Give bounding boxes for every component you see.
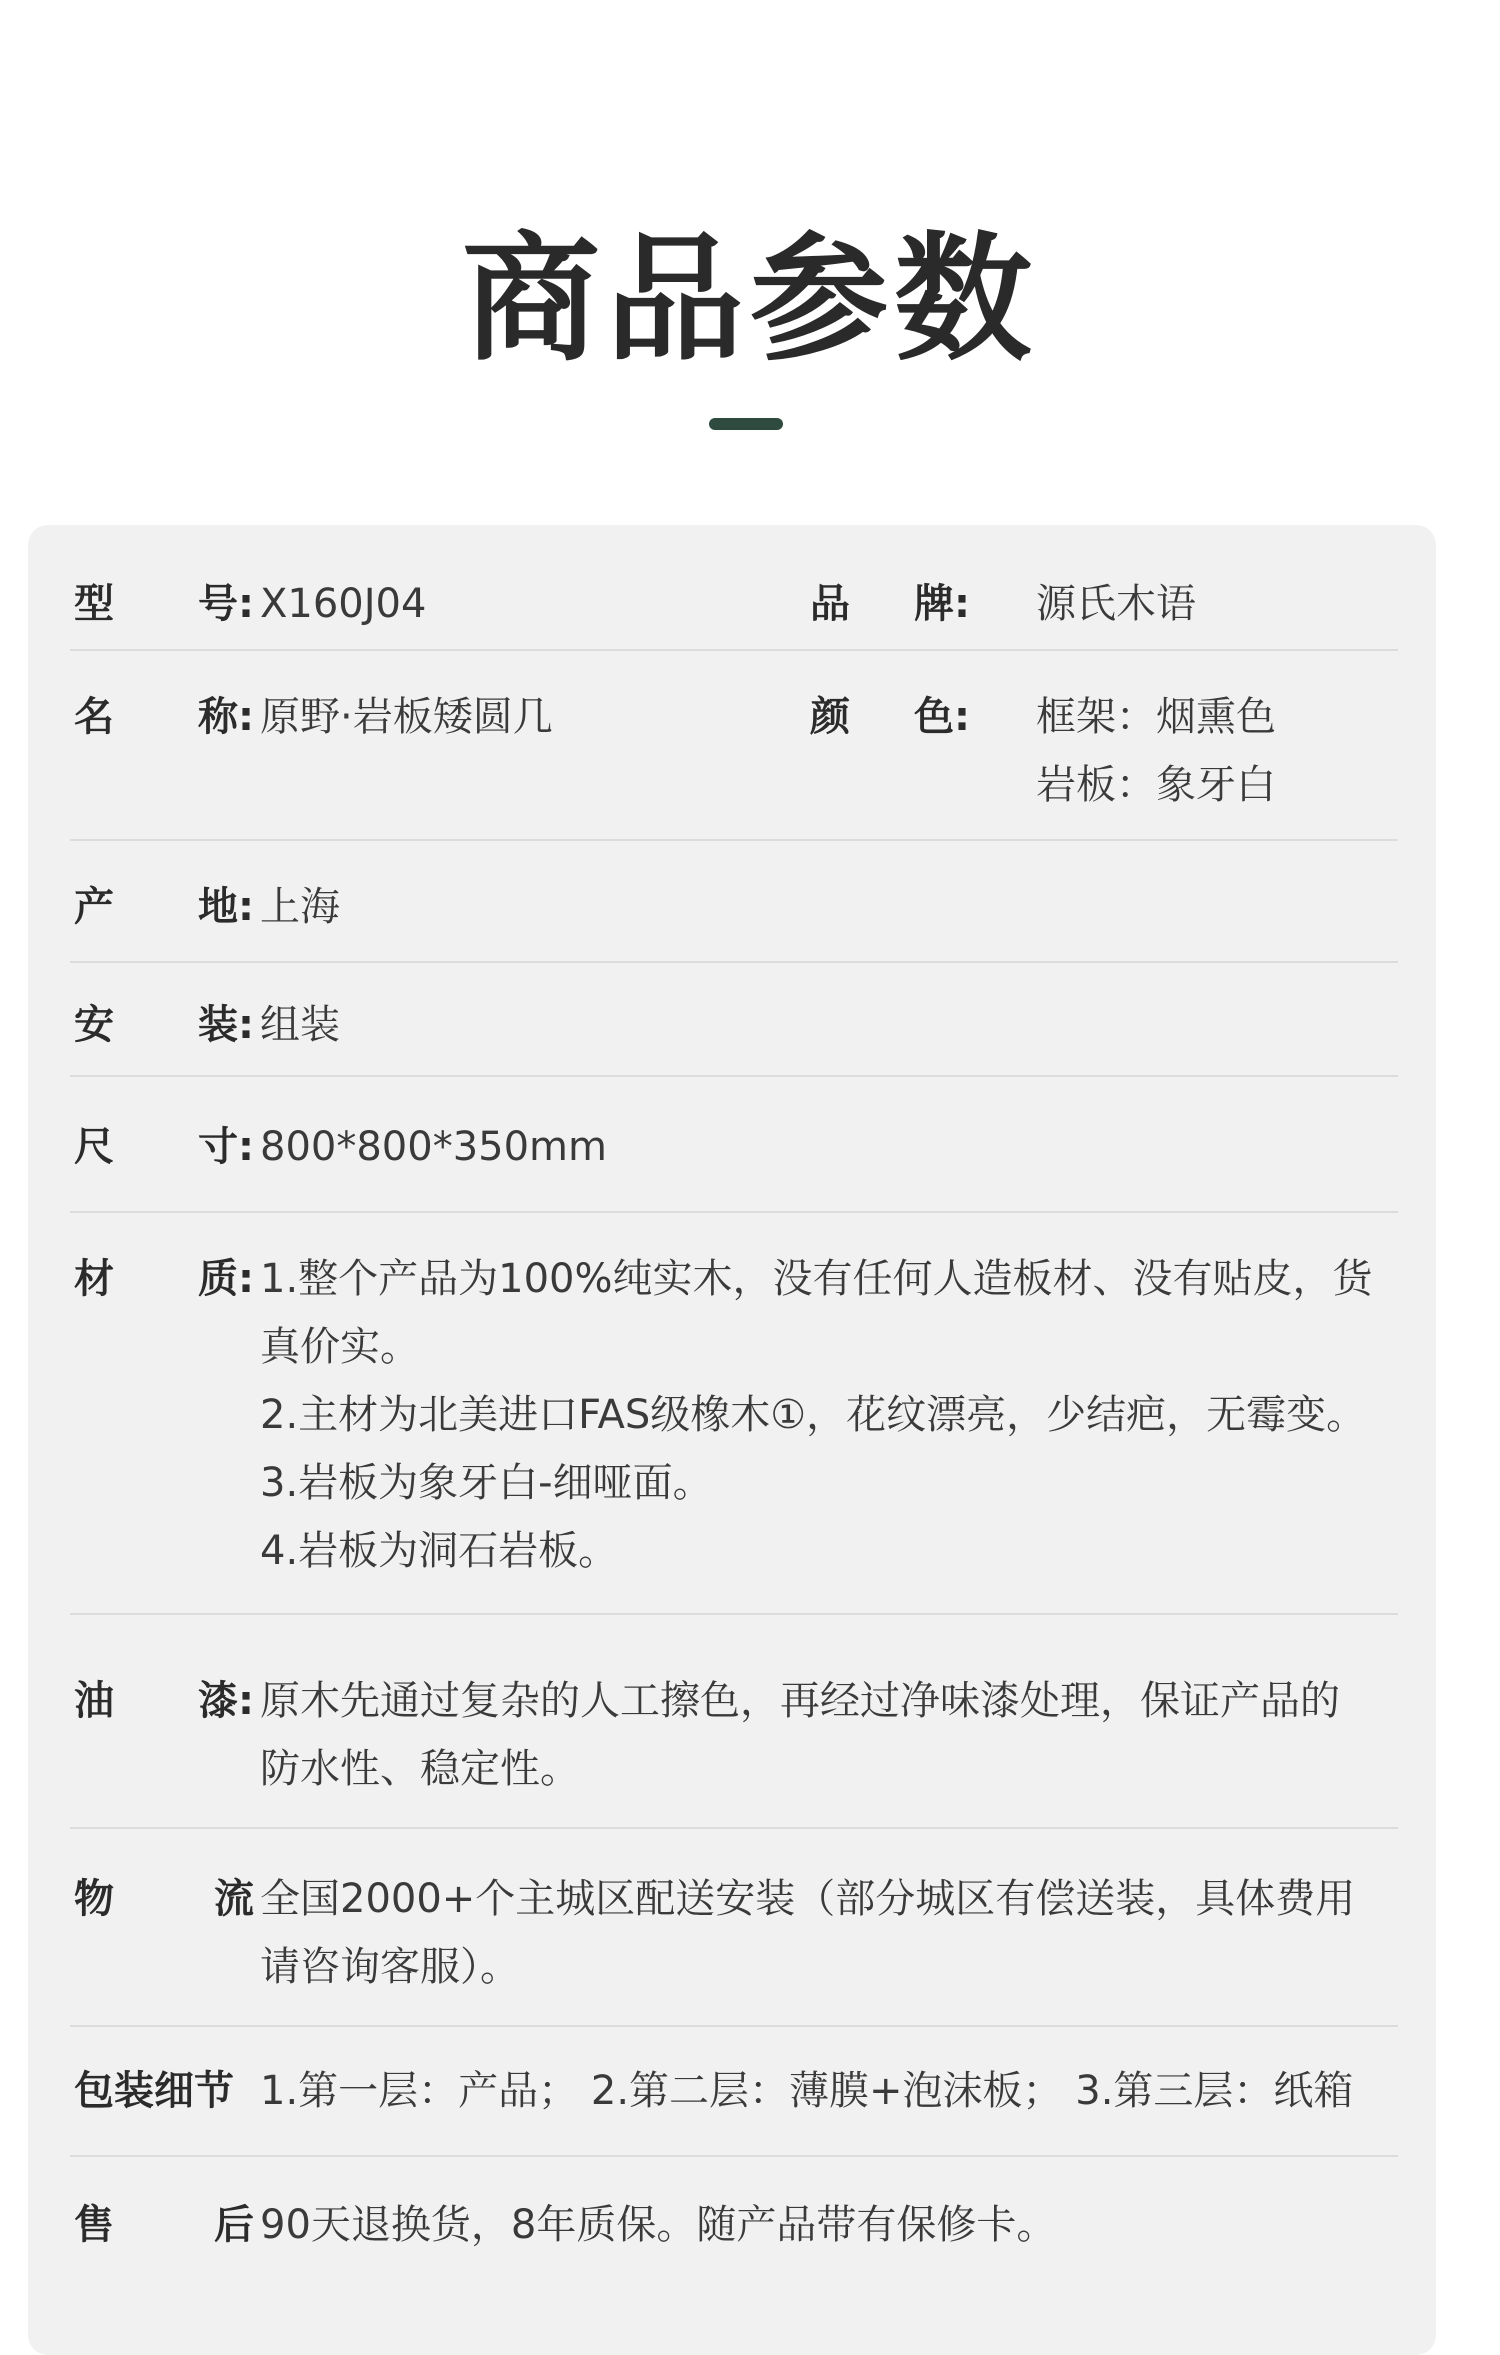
param-color: [734, 683, 1398, 839]
title-underline: [709, 418, 783, 430]
row-name-color: [70, 651, 1398, 841]
label-package: 包装细节: [74, 2068, 234, 2114]
row-origin: [70, 841, 1398, 963]
row-aftersale: [70, 2157, 1398, 2277]
label-aftersale: 售 后: [74, 2202, 254, 2248]
value-paint: 原木先通过复杂的人工擦色，再经过净味漆处理，保证产品的 防水性、稳定性。: [260, 1678, 1340, 1792]
label-name: 名 称:: [74, 694, 254, 740]
row-paint: [70, 1615, 1398, 1829]
value-logistics: 全国2000+个主城区配送安装（部分城区有偿送装，具体费用 请咨询客服）。: [260, 1876, 1356, 1990]
page-title: 商品参数: [461, 219, 1038, 380]
value-origin: 上海: [260, 884, 340, 930]
label-color: 颜 色:: [810, 694, 970, 740]
row-install: [70, 963, 1398, 1077]
label-material: 材 质:: [74, 1256, 254, 1302]
value-name: 原野·岩板矮圆几: [260, 694, 553, 740]
label-origin: 产 地:: [74, 884, 254, 930]
value-size: 800*800*350mm: [260, 1124, 607, 1170]
row-logistics: [70, 1829, 1398, 2027]
row-size: [70, 1077, 1398, 1213]
value-install: 组装: [260, 1002, 340, 1048]
label-install: 安 装:: [74, 1002, 254, 1048]
param-model: [70, 570, 734, 649]
params-list: [70, 560, 1398, 2277]
label-model: 型 号:: [74, 581, 254, 627]
value-brand: 源氏木语: [1036, 581, 1196, 627]
row-model-brand: [70, 560, 1398, 651]
param-name: [70, 683, 734, 839]
value-color: 框架：烟熏色 岩板：象牙白: [1036, 694, 1276, 808]
value-package: 1.第一层：产品； 2.第二层：薄膜+泡沫板； 3.第三层：纸箱: [260, 2068, 1354, 2114]
params-card: [28, 525, 1436, 2355]
row-material: [70, 1213, 1398, 1615]
param-brand: [734, 570, 1398, 649]
value-model: X160J04: [260, 581, 427, 627]
label-logistics: 物 流: [74, 1876, 254, 1922]
label-brand: 品 牌:: [810, 581, 970, 627]
label-size: 尺 寸:: [74, 1124, 254, 1170]
row-package: [70, 2027, 1398, 2157]
value-material: 1.整个产品为100%纯实木，没有任何人造板材、没有贴皮，货 真价实。 2.主材为北美进口FAS级橡木①，花纹漂亮，少结疤，无霉变。 3.岩板为象牙白-细哑面。 4.岩板为洞石岩板。: [260, 1256, 1373, 1574]
label-paint: 油 漆:: [74, 1678, 254, 1724]
value-aftersale: 90天退换货，8年质保。随产品带有保修卡。: [260, 2202, 1057, 2248]
